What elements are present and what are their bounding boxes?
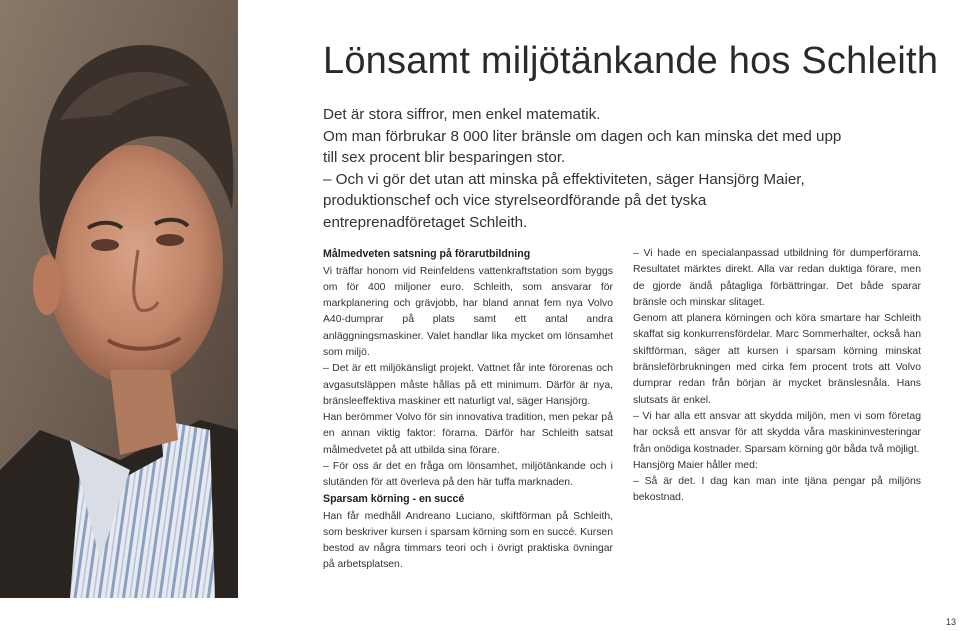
body-paragraph: – För oss är det en fråga om lönsamhet, miljötänkande och i slutänden för att överleva på den här tuffa marknaden. [323, 461, 613, 489]
article-column-left [323, 246, 613, 492]
body-paragraph: Han berömmer Volvo för sin innovativa tradition, men pekar på en annan viktig faktor: förarna. Därför har Schleith satsat målmedvetet på att utbilda sina förare. [323, 412, 613, 456]
body-paragraph: Vi träffar honom vid Reinfeldens vattenkraftstation som byggs om för 400 miljoner euro. Schleith, som ansvarar för markplanering och grävjobb, har bland annat fem nya Volvo A40-dumprar på plats samt ett antal andra anläggningsmaskiner. Valet handlar lika mycket om lönsamhet som miljö. [323, 265, 613, 358]
body-paragraph: – Vi hade en specialanpassad utbildning för dumperförarna. Resultatet märktes direkt. Alla var redan duktiga förare, men de gjorde ändå påtagliga förbättringar. Det både sparar bränsle och minskar slitaget. [633, 248, 921, 308]
lead-line: – Och vi gör det utan att minska på effektiviteten, säger Hansjörg Maier, produktionschef och vice styrelseordförande på det tyska entreprenadföretaget Schleith. [323, 170, 805, 231]
page-number: 13 [946, 617, 957, 627]
body-paragraph: – Vi har alla ett ansvar att skydda miljön, men vi som företag har också ett ansvar för att skydda våra maskininvesteringar från onödiga kostnader. Sparsam körning gör båda två möjligt. [633, 410, 921, 455]
section-heading: Sparsam körning - en succé [323, 493, 465, 505]
section-heading: Målmedveten satsning på förarutbildning [323, 248, 531, 260]
article-column-right [633, 246, 921, 507]
page-title: Lönsamt miljötänkande hos Schleith [323, 40, 939, 82]
body-paragraph: Hansjörg Maier håller med: [633, 459, 758, 471]
body-paragraph: – Så är det. I dag kan man inte tjäna pengar på miljöns bekostnad. [633, 476, 921, 504]
body-paragraph: – Det är ett miljökänsligt projekt. Vattnet får inte förorenas och avgasutsläppen måste hållas på ett minimum. Därför är nya, bränsleeffektiva maskiner ett naturligt val, säger Hansjörg. [323, 363, 613, 407]
portrait-photo [0, 0, 238, 598]
article-column-bottom [323, 491, 613, 574]
body-paragraph: Han får medhåll Andreano Luciano, skiftförman på Schleith, som beskriver kursen i sparsam körning som en succé. Kursen bestod av några timmars teori och i övrigt praktiska övningar på arbetsplatsen. [323, 510, 613, 571]
lead-line: Det är stora siffror, men enkel matematik. [323, 106, 601, 123]
body-paragraph: Genom att planera körningen och köra smartare har Schleith skaffat sig konkurrensfördelar. Marc Sommerhalter, också han skiftförman, säger att kursen i sparsam körning minskat bränsleförbrukningen med cirka fem procent trots att Volvo dumprar redan från början är mycket bränslesnåla. Hans slutsats är enkel. [633, 313, 921, 406]
lead-paragraph [323, 104, 843, 233]
lead-line: Om man förbrukar 8 000 liter bränsle om dagen och kan minska det med upp till sex procent blir besparingen stor. [323, 127, 842, 166]
